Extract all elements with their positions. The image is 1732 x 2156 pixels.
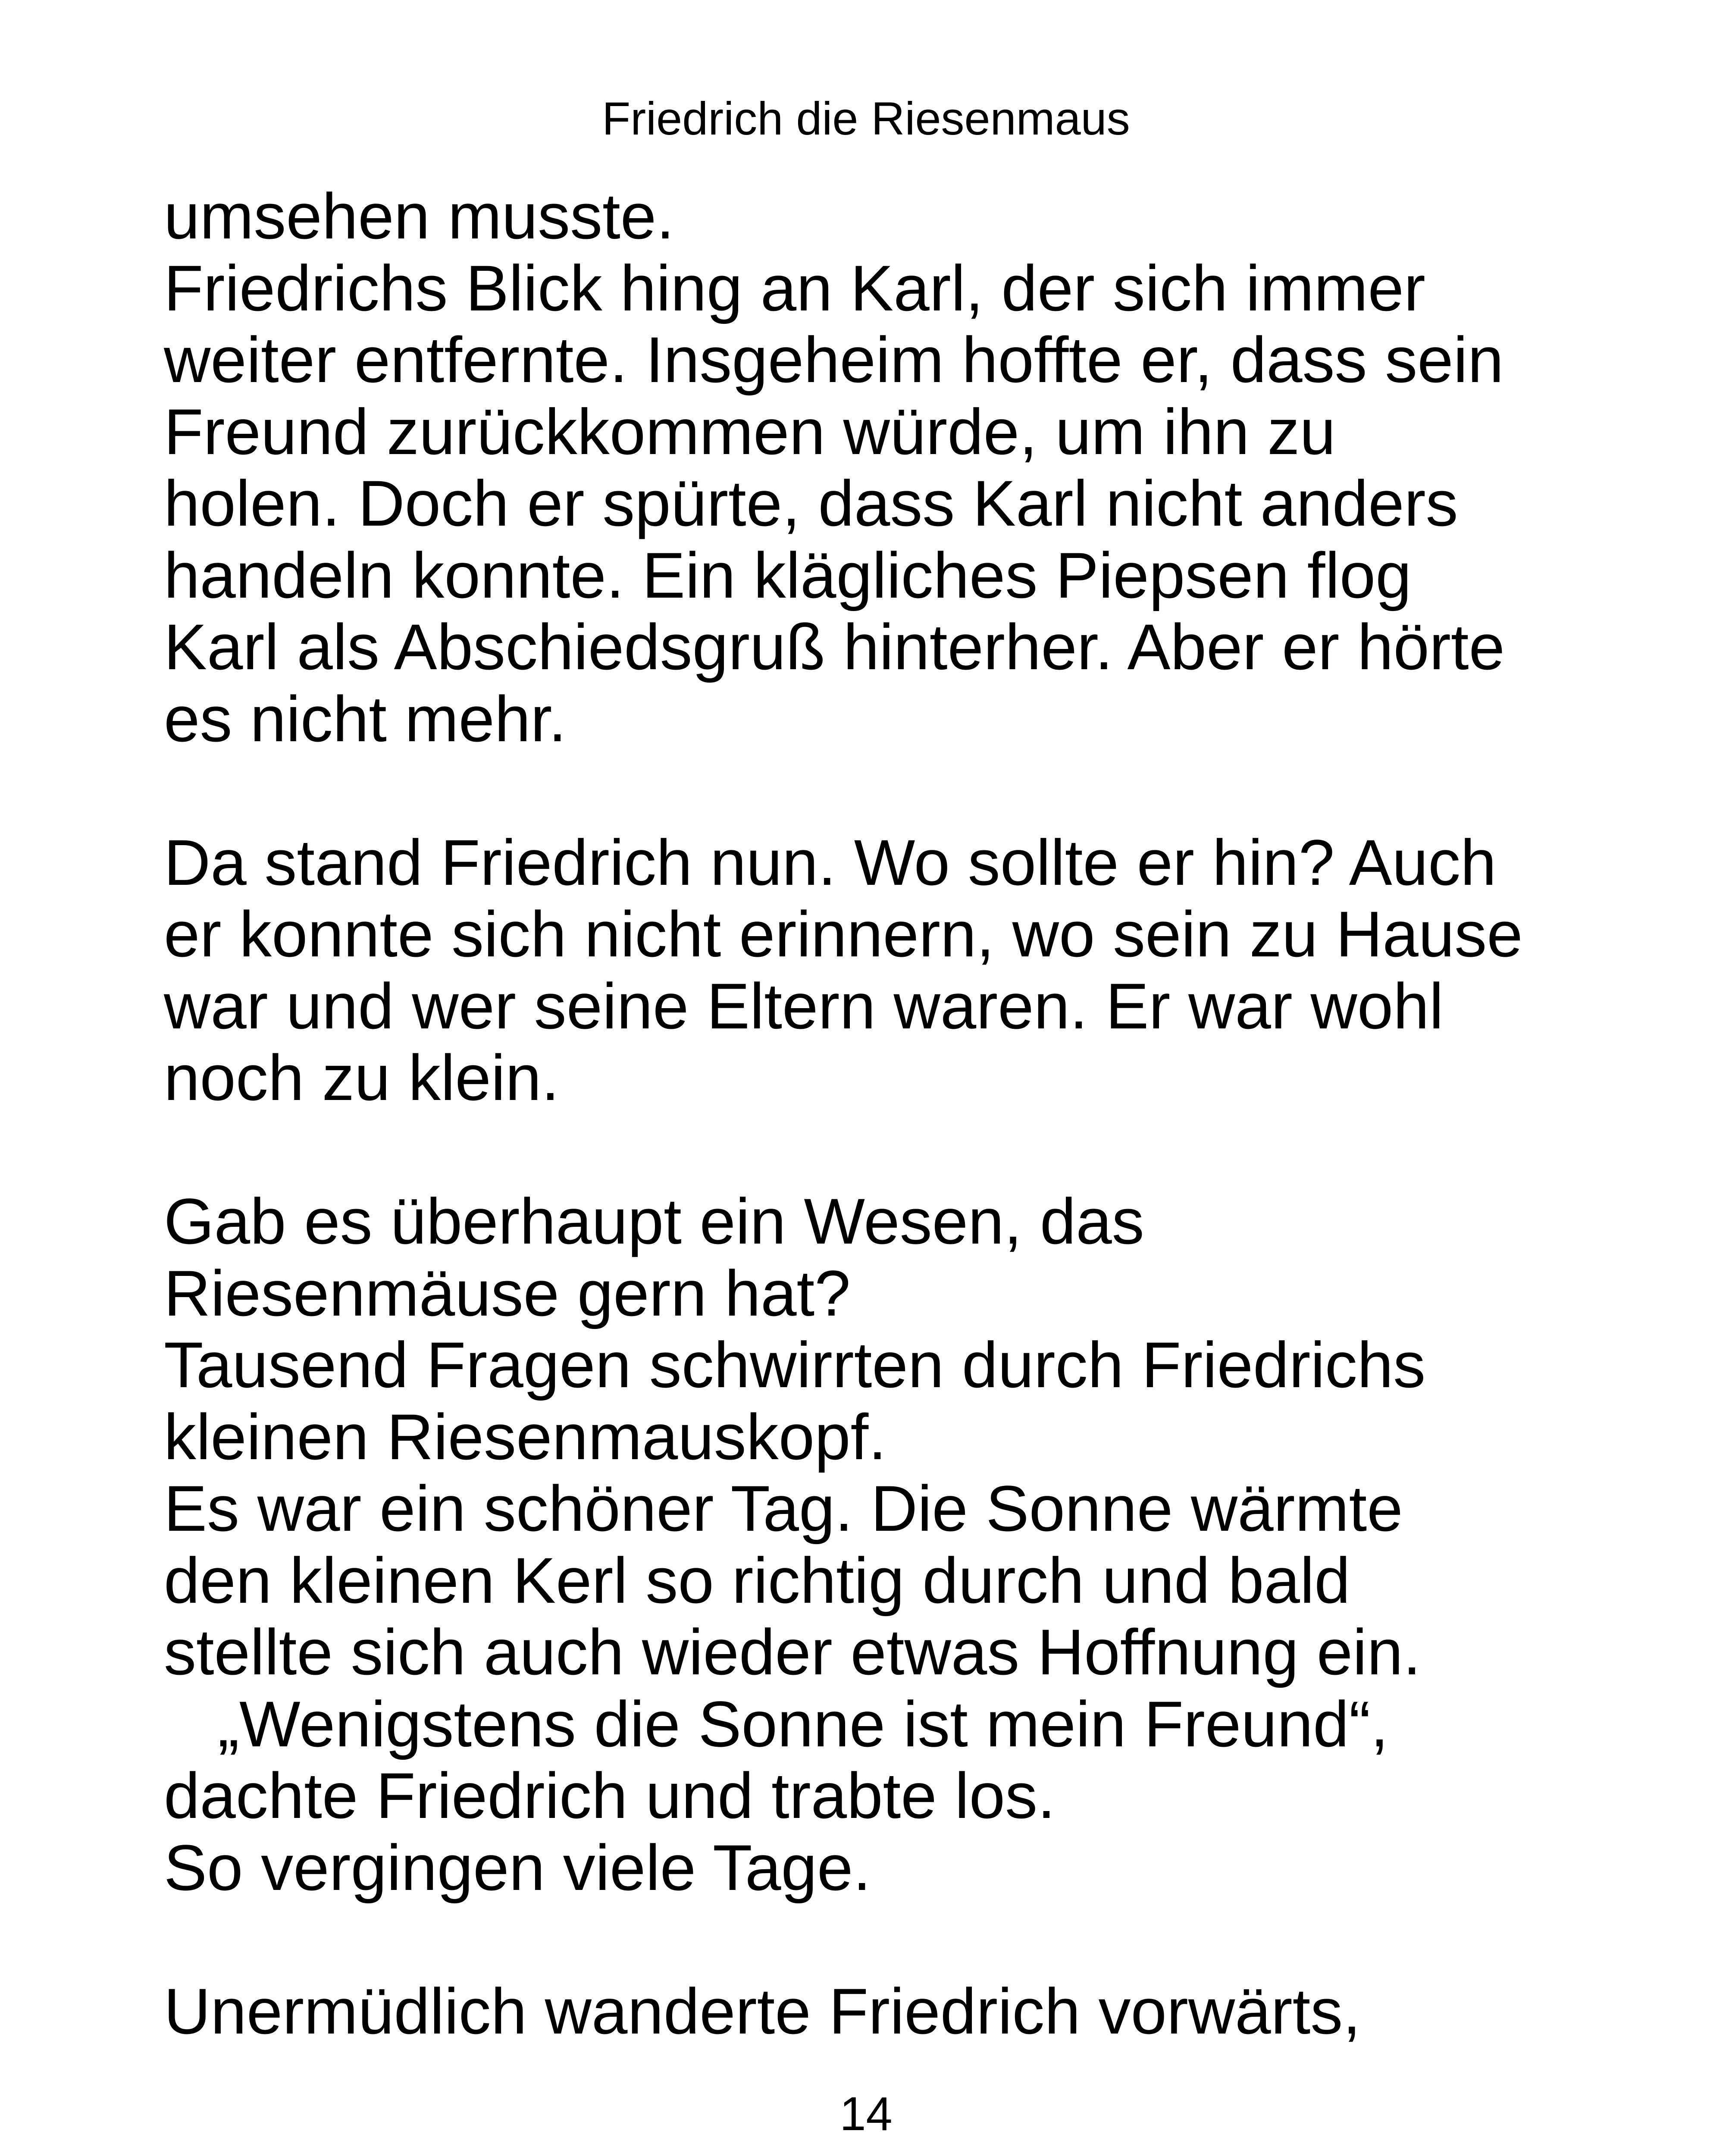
- text-line: es nicht mehr.: [164, 682, 567, 755]
- text-line: noch zu klein.: [164, 1041, 560, 1114]
- text-line: Riesenmäuse gern hat?: [164, 1257, 851, 1329]
- text-line: er konnte sich nicht erinnern, wo sein zu Hause: [164, 898, 1523, 970]
- text-line: dachte Friedrich und trabte los.: [164, 1759, 1055, 1832]
- text-line: So vergingen viele Tage.: [164, 1831, 871, 1904]
- text-line: Da stand Friedrich nun. Wo sollte er hin? Auch: [164, 826, 1497, 899]
- text-line: weiter entfernte. Insgeheim hoffte er, dass sein: [164, 323, 1504, 396]
- text-line: holen. Doch er spürte, dass Karl nicht anders: [164, 467, 1458, 539]
- page-number: 14: [839, 2087, 893, 2140]
- text-line: Freund zurückkommen würde, um ihn zu: [164, 395, 1336, 468]
- text-line: „Wenigstens die Sonne ist mein Freund“,: [164, 1687, 1389, 1760]
- text-line: handeln konnte. Ein klägliches Piepsen flog: [164, 539, 1412, 611]
- paragraph-gap: [164, 1903, 1699, 1975]
- text-line: kleinen Riesenmauskopf.: [164, 1400, 886, 1473]
- paragraph-gap: [164, 1114, 1699, 1186]
- text-line: Unermüdlich wanderte Friedrich vorwärts,: [164, 1974, 1361, 2047]
- text-line: umsehen musste.: [164, 180, 674, 252]
- text-line: Tausend Fragen schwirrten durch Friedrichs: [164, 1329, 1426, 1401]
- text-line: Friedrichs Blick hing an Karl, der sich immer: [164, 251, 1425, 324]
- page-header-title: Friedrich die Riesenmaus: [602, 92, 1130, 144]
- text-line: Es war ein schöner Tag. Die Sonne wärmte: [164, 1472, 1403, 1545]
- text-line: Gab es überhaupt ein Wesen, das: [164, 1185, 1144, 1257]
- text-line: Karl als Abschiedsgruß hinterher. Aber er hörte: [164, 611, 1505, 683]
- body-text: [164, 180, 1699, 2047]
- paragraph-gap: [164, 755, 1699, 827]
- text-line: den kleinen Kerl so richtig durch und bald: [164, 1544, 1350, 1617]
- text-line: war und wer seine Eltern waren. Er war wohl: [164, 969, 1444, 1042]
- text-line: stellte sich auch wieder etwas Hoffnung ein.: [164, 1616, 1421, 1688]
